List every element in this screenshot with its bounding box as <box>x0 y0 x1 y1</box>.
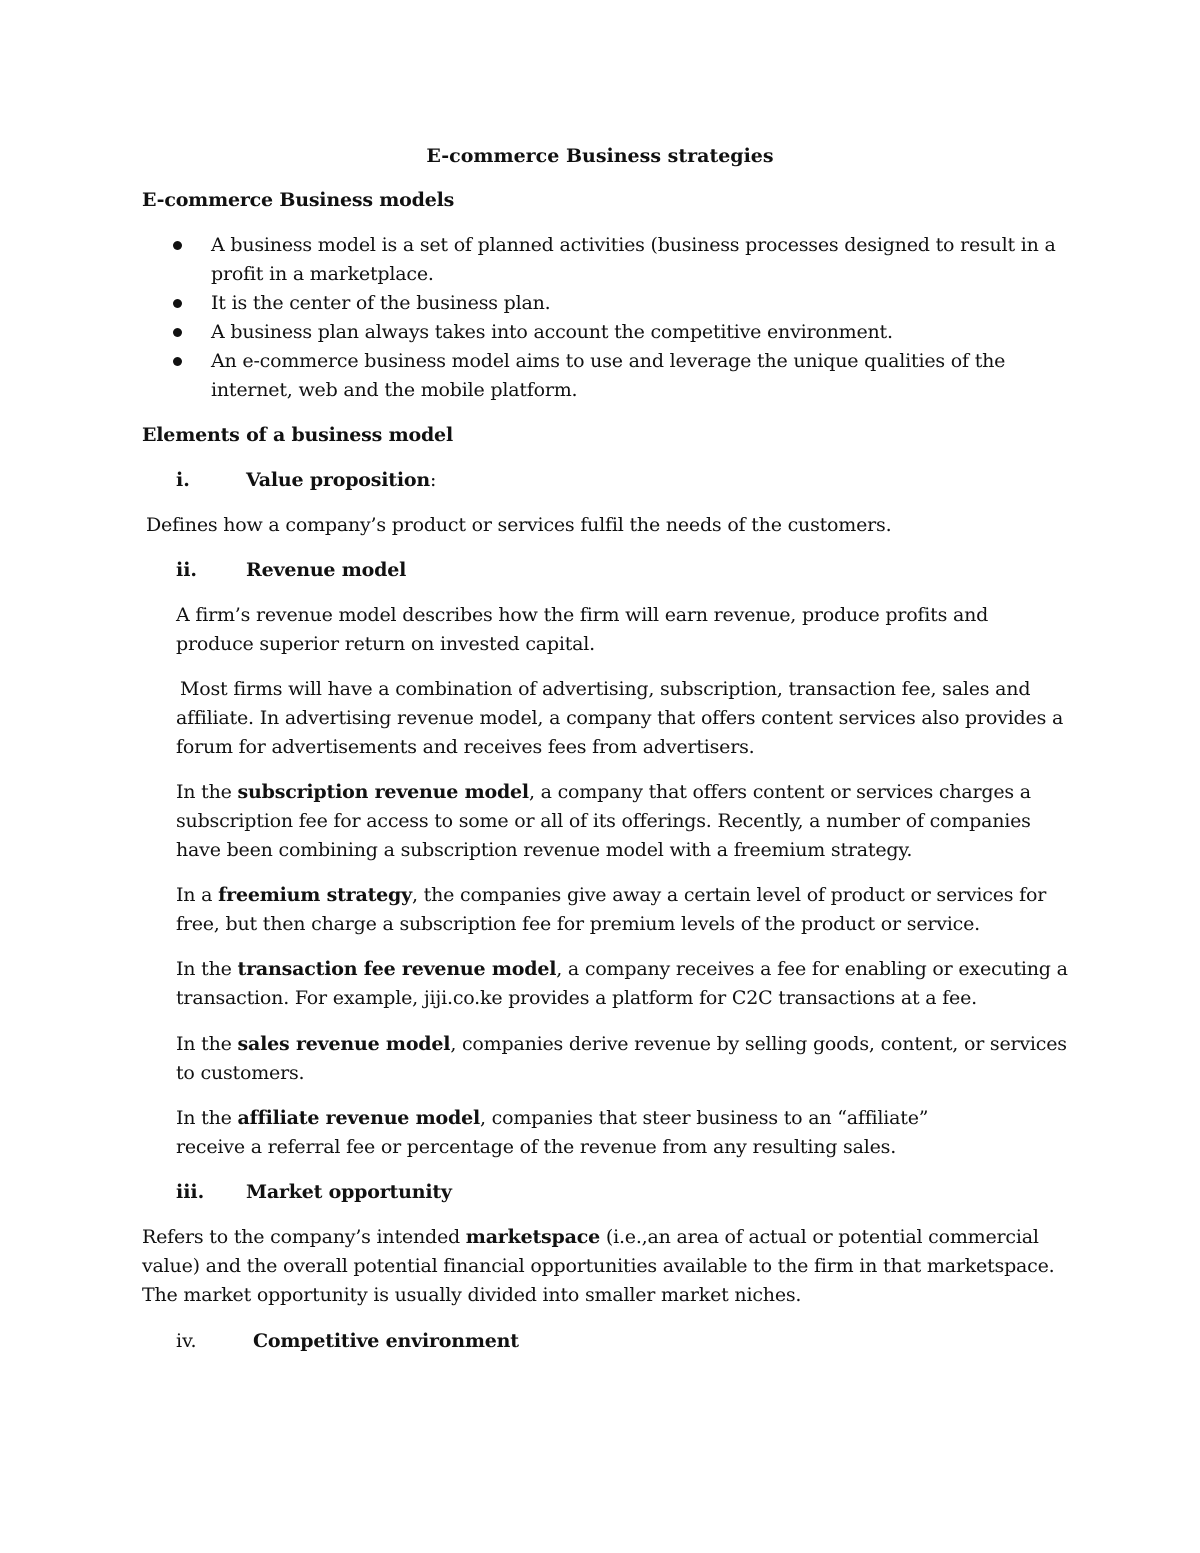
bullet-text: A business plan always takes into account the competitive environment. <box>211 321 893 343</box>
bullet-text: internet, web and the mobile platform. <box>211 379 578 401</box>
paragraph: In the affiliate revenue model, companies that steer business to an “affiliate” <box>176 1107 929 1129</box>
paragraph: In the transaction fee revenue model, a company receives a fee for enabling or executing a <box>176 958 1068 980</box>
bullet-icon <box>173 357 182 366</box>
paragraph: Defines how a company’s product or services fulfil the needs of the customers. <box>146 514 892 536</box>
paragraph: free, but then charge a subscription fee for premium levels of the product or service. <box>176 913 980 935</box>
paragraph: subscription fee for access to some or all of its offerings. Recently, a number of companies <box>176 810 1031 832</box>
section-heading-elements: Elements of a business model <box>142 424 453 446</box>
paragraph: transaction. For example, jiji.co.ke provides a platform for C2C transactions at a fee. <box>176 987 977 1009</box>
item-heading-competitive-environment: Competitive environment <box>253 1330 519 1352</box>
list-numeral: i. <box>176 469 190 491</box>
bullet-icon <box>173 328 182 337</box>
item-heading-revenue-model: Revenue model <box>246 559 407 581</box>
item-heading-value-proposition: Value proposition: <box>246 469 437 491</box>
paragraph: In the subscription revenue model, a company that offers content or services charges a <box>176 781 1031 803</box>
bullet-icon <box>173 299 182 308</box>
paragraph: produce superior return on invested capital. <box>176 633 596 655</box>
paragraph: In a freemium strategy, the companies give away a certain level of product or services for <box>176 884 1047 906</box>
list-numeral: ii. <box>176 559 198 581</box>
bullet-text: A business model is a set of planned activities (business processes designed to result in a <box>211 234 1056 256</box>
paragraph: receive a referral fee or percentage of the revenue from any resulting sales. <box>176 1136 897 1158</box>
paragraph: Refers to the company’s intended marketspace (i.e.,an area of actual or potential commercial <box>142 1226 1039 1248</box>
list-numeral: iii. <box>176 1181 205 1203</box>
paragraph: value) and the overall potential financial opportunities available to the firm in that marketspace. <box>142 1255 1055 1277</box>
paragraph: In the sales revenue model, companies derive revenue by selling goods, content, or services <box>176 1033 1067 1055</box>
paragraph: to customers. <box>176 1062 305 1084</box>
paragraph: The market opportunity is usually divided into smaller market niches. <box>142 1284 802 1306</box>
paragraph: A firm’s revenue model describes how the firm will earn revenue, produce profits and <box>176 604 989 626</box>
bullet-text: It is the center of the business plan. <box>211 292 551 314</box>
paragraph: have been combining a subscription revenue model with a freemium strategy. <box>176 839 913 861</box>
list-numeral: iv. <box>176 1330 197 1352</box>
bullet-icon <box>173 241 182 250</box>
paragraph: affiliate. In advertising revenue model, a company that offers content services also provides a <box>176 707 1064 729</box>
bullet-text: An e-commerce business model aims to use and leverage the unique qualities of the <box>211 350 1006 372</box>
bullet-text: profit in a marketplace. <box>211 263 434 285</box>
item-heading-market-opportunity: Market opportunity <box>246 1181 452 1203</box>
document-title: E-commerce Business strategies <box>426 145 774 167</box>
paragraph: forum for advertisements and receives fees from advertisers. <box>176 736 755 758</box>
section-heading-business-models: E-commerce Business models <box>142 189 455 211</box>
paragraph: Most firms will have a combination of advertising, subscription, transaction fee, sales and <box>180 678 1031 700</box>
